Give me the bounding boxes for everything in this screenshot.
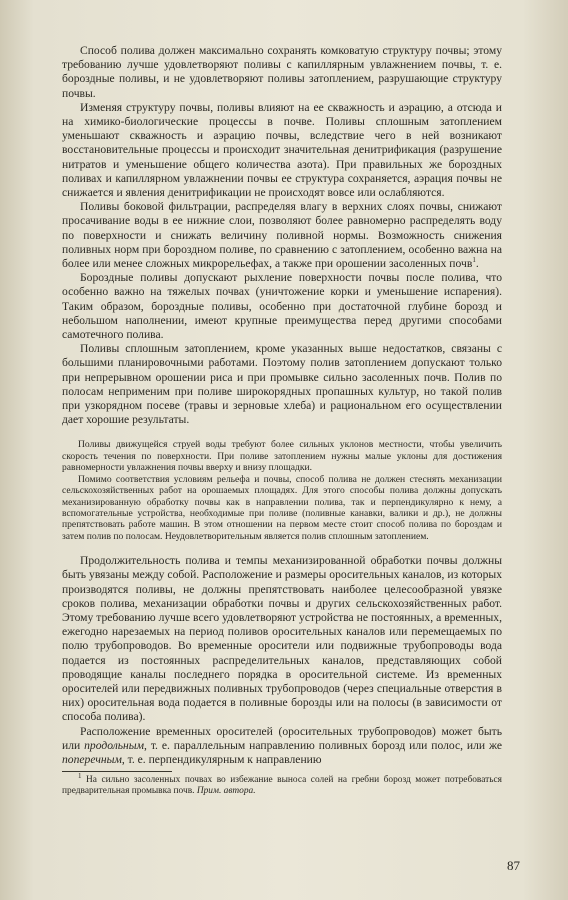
paragraph: Способ полива должен максимально сохранять комковатую структуру почвы; этому требованию лучше удовлетворяют поливы с капиллярным увлажнением почвы, т. е. бороздные поливы, и не удовлетворяют поливы затоплением, разрушающие структуру почвы. — [62, 44, 502, 100]
paragraph: Бороздные поливы допускают рыхление поверхности почвы после полива, что особенно важно на тяжелых почвах (уничтожение корки и уменьшение испарения). Таким образом, бороздные поливы, особенно при достаточной глубине борозд и небольшом наполнении, имеют крупные преимущества перед другими способами самотечного полива. — [62, 271, 502, 342]
small-print-block — [62, 439, 502, 542]
footnote-note: Прим. автора. — [196, 786, 256, 797]
footnote-area — [62, 771, 502, 797]
text-run: , т. е. перпендикулярным к направлению — [121, 752, 322, 766]
paragraph: Поливы сплошным затоплением, кроме указанных выше недостатков, связаны с большими планировочными работами. Поэтому полив затоплением допускают только при непрерывном орошении риса и при промывке сильно засоленных почв. Полив по полосам неприменим при поливе широкорядных пропашных культур, но такой полив при узкорядном посеве (травы и зерновые хлеба) и рациональном его осуществлении дает хорошие результаты. — [62, 342, 502, 427]
small-paragraph: Поливы движущейся струей воды требуют более сильных уклонов местности, чтобы увеличить скорость течения по поверхности. При поливе затоплением нужны малые уклоны для достижения равномерности увлажнения почвы вверху и внизу площадки. — [62, 439, 502, 474]
small-paragraph: Помимо соответствия условиям рельефа и почвы, способ полива не должен стеснять механизации сельскохозяйственных работ на орошаемых площадях. Для этого способы полива должны допускать механизированную обработку почвы как в направлении полива, так и перпендикулярно к нему, а вспомогательные устройства, необходимые при поливе (поливные канавки, валики и др.), не должны препятствовать работе машин. В этом отношении на первом месте стоит способ полива по бороздам и затем полив по полосам. Неудовлетворительным является полив сплошным затоплением. — [62, 473, 502, 542]
paragraph: Продолжительность полива и темпы механизированной обработки почвы должны быть увязаны между собой. Расположение и размеры оросительных каналов, из которых производятся поливы, не должны препятствовать наиболее целесообразной увязке сроков полива, механизации обработки почвы и других сельскохозяйственных работ. Этому требованию лучше всего удовлетворяют устройства не постоянных, а временных, ежегодно нарезаемых на период поливов оросительных каналов или перемещаемых по полю трубопроводов. Во временные оросители или подвижные трубопроводы вода подается из постоянных распределительных каналов, представляющих собой проводящие каналы последнего порядка в оросительной системе. Из временных оросителей или передвижных поливных трубопроводов (через специальные отверстия в них) оросительная вода подается в поливные борозды или на полосы (в зависимости от способа полива). — [62, 554, 502, 724]
paragraph — [62, 725, 502, 768]
main-text-top — [62, 44, 502, 427]
paragraph-text: Поливы боковой фильтрации, распределяя влагу в верхних слоях почвы, снижают просачивание воды в ее нижние слои, позволяют более равномерно распределять воду по поверхности и снижать величину поливной нормы. Возможность снижения поливных норм при бороздном поливе, по сравнению с затоплением, особенно важна на более или менее сложных микрорельефах, а также при орошении засоленных почв — [62, 200, 502, 271]
text-run: Расположение временных оросителей (оросительных трубопроводов) может быть или — [62, 724, 502, 752]
text-run: , т. е. параллельным направлению поливных борозд или полос, или же — [144, 738, 502, 752]
footnote-text: На сильно засоленных почвах во избежание выноса солей на гребни борозд может потребоваться предварительная промывка почв. — [62, 775, 502, 797]
footnote — [62, 772, 502, 797]
paragraph: Изменяя структуру почвы, поливы влияют на ее скважность и аэрацию, а отсюда и на химико-биологические процессы в почве. Поливы сплошным затоплением уменьшают скважность и аэрацию почвы, вследствие чего в ней возникают восстановительные процессы и происходит значительная денитрификация (разрушение нитратов и уменьшение общего количества азота). При правильных же бороздных поливах и капиллярном увлажнении почвы ее структура сохраняется, аэрация почвы не снижается и явления денитрификации не происходят вовсе или ослабляются. — [62, 100, 502, 200]
footnote-number: 1 — [78, 772, 82, 781]
main-text-bottom — [62, 554, 502, 767]
italic-term: поперечным — [62, 752, 122, 766]
italic-term: продольным — [84, 738, 145, 752]
paragraph: Поливы боковой фильтрации, распределяя влагу в верхних слоях почвы, снижают просачивание воды в ее нижние слои, позволяют более равномерно распределять воду по поверхности и снижать величину поливной нормы. Возможность снижения поливных норм при бороздном поливе, по сравнению с затоплением, особенно важна на более или менее сложных микрорельефах, а также при орошении засоленных почв$^1$. — [62, 200, 502, 271]
page-number: 87 — [507, 858, 520, 873]
footnote-reference: 1 — [472, 256, 476, 265]
